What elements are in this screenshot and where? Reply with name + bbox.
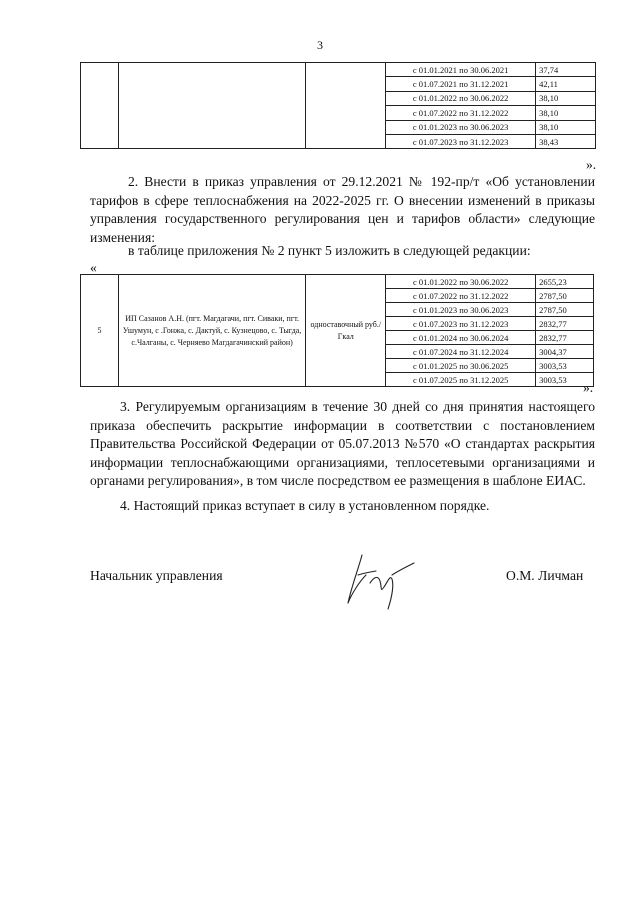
signatory-name: О.М. Личман (506, 568, 584, 583)
period-cell: с 01.07.2025 по 31.12.2025 (386, 373, 536, 387)
value-cell: 2832,77 (536, 331, 594, 345)
value-cell: 2787,50 (536, 289, 594, 303)
period-cell: с 01.07.2024 по 31.12.2024 (386, 345, 536, 359)
period-cell: с 01.07.2022 по 31.12.2022 (386, 106, 536, 120)
table-row (81, 63, 596, 77)
item-number-cell: 5 (81, 275, 119, 387)
period-cell: с 01.07.2023 по 31.12.2023 (386, 134, 536, 148)
value-cell: 42,11 (536, 77, 596, 91)
empty-cell (306, 63, 386, 149)
value-cell: 2787,50 (536, 303, 594, 317)
value-cell: 37,74 (536, 63, 596, 77)
period-cell: с 01.01.2023 по 30.06.2023 (386, 303, 536, 317)
section-3-paragraph: 3. Регулируемым организациям в течение 30 дней со дня принятия настоящего приказа обеспечить раскрытие информации в соответствии с постановлением Правительства Российской Федерации от 05.07.2013 №570 «О стандартах раскрытия информации теплоснабжающими организациями, теплосетевыми организациями и органами регулирования», в том числе посредством ее размещения в шаблоне ЕИАС. (90, 399, 595, 488)
value-cell: 38,10 (536, 91, 596, 105)
value-cell: 38,10 (536, 120, 596, 134)
period-cell: с 01.01.2023 по 30.06.2023 (386, 120, 536, 134)
period-cell: с 01.01.2022 по 30.06.2022 (386, 275, 536, 289)
handwritten-signature (340, 545, 420, 615)
period-cell: с 01.07.2023 по 31.12.2023 (386, 317, 536, 331)
value-cell: 38,43 (536, 134, 596, 148)
empty-cell (81, 63, 119, 149)
table-row (81, 275, 594, 289)
value-cell: 3004,37 (536, 345, 594, 359)
page-number: 3 (317, 38, 323, 52)
tariff-table-item-5 (80, 274, 594, 387)
table1-closing-quote: ». (586, 157, 597, 172)
section-2-paragraph: 2. Внести в приказ управления от 29.12.2021 № 192-пр/т «Об установлении тарифов в сфере теплоснабжения на 2022-2025 гг. О внесении изменений в приказы управления государственного регулирования цен и тарифов области» следующие изменения: (90, 174, 595, 245)
table2-opening-quote: « (90, 260, 97, 275)
period-cell: с 01.01.2021 по 30.06.2021 (386, 63, 536, 77)
empty-cell (118, 63, 306, 149)
value-cell: 2655,23 (536, 275, 594, 289)
signatory-position: Начальник управления (90, 568, 223, 583)
value-cell: 2832,77 (536, 317, 594, 331)
period-cell: с 01.01.2025 по 30.06.2025 (386, 359, 536, 373)
period-cell: с 01.07.2021 по 31.12.2021 (386, 77, 536, 91)
tariff-type-cell: одноставочный руб./Гкал (306, 275, 386, 387)
value-cell: 3003,53 (536, 373, 594, 387)
tariff-table-continuation (80, 62, 596, 149)
period-cell: с 01.07.2022 по 31.12.2022 (386, 289, 536, 303)
section-2-instruction: в таблице приложения № 2 пункт 5 изложить в следующей редакции: (128, 243, 531, 258)
value-cell: 3003,53 (536, 359, 594, 373)
organization-cell: ИП Сазанов А.Н. (пгт. Магдагачи, пгт. Сиваки, пгт. Ушумун, с .Гонжа, с. Дактуй, с. Кузнецово, с. Тыгда, с.Чалганы, с. Черняево Магдагачинский район) (118, 275, 305, 387)
value-cell: 38,10 (536, 106, 596, 120)
period-cell: с 01.01.2022 по 30.06.2022 (386, 91, 536, 105)
section-4-paragraph: 4. Настоящий приказ вступает в силу в установленном порядке. (120, 498, 490, 513)
table2-closing-quote: ». (583, 380, 594, 395)
period-cell: с 01.01.2024 по 30.06.2024 (386, 331, 536, 345)
